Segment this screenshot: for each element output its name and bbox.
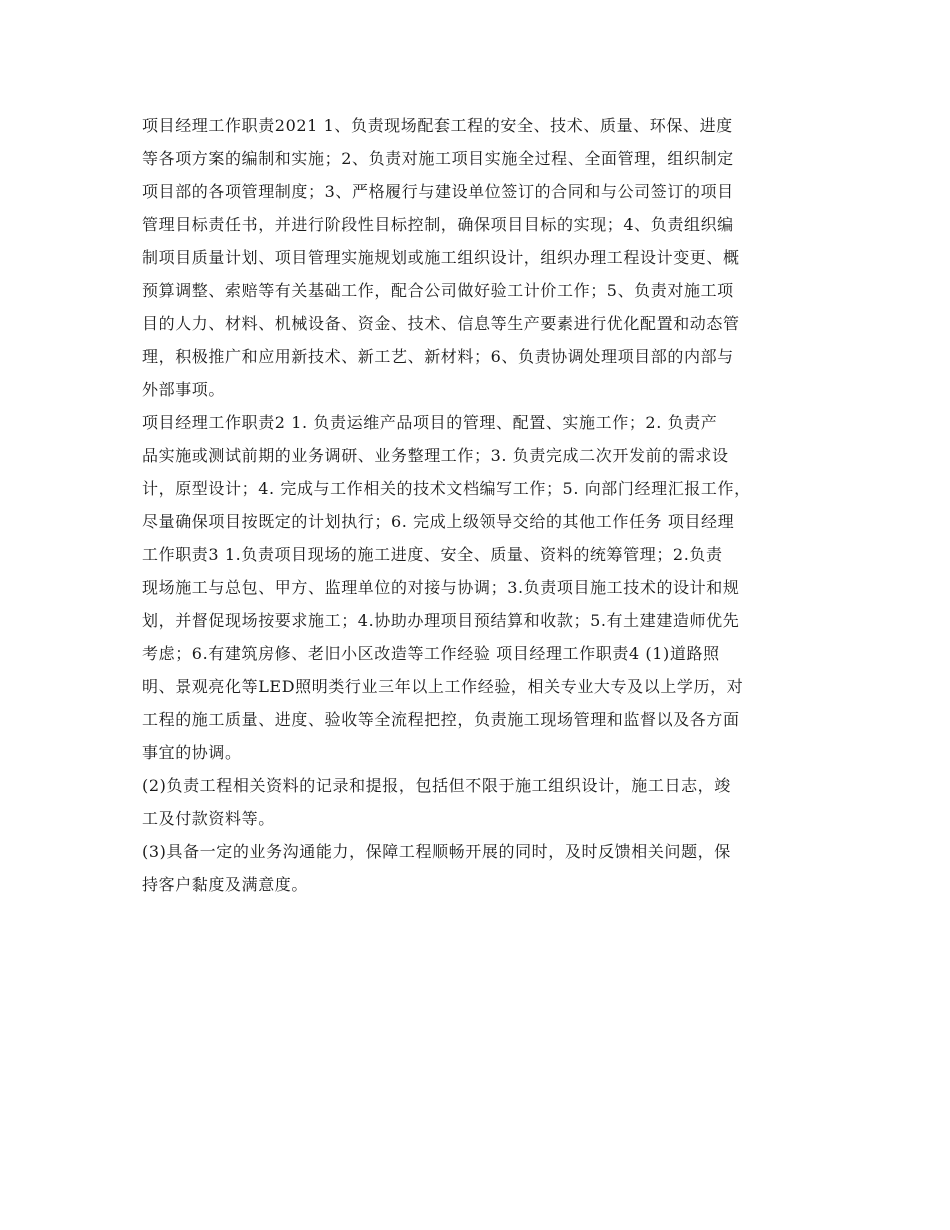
- text-line: 项目经理工作职责2021 1、负责现场配套工程的安全、技术、质量、环保、进度: [142, 116, 733, 135]
- text-line: 划，并督促现场按要求施工；4.协助办理项目预结算和收款；5.有土建建造师优先: [142, 611, 740, 630]
- text-line: (3)具备一定的业务沟通能力，保障工程顺畅开展的同时，及时反馈相关问题，保: [142, 842, 731, 861]
- text-line: 品实施或测试前期的业务调研、业务整理工作；3. 负责完成二次开发前的需求设: [142, 446, 729, 465]
- text-line: 考虑；6.有建筑房修、老旧小区改造等工作经验 项目经理工作职责4 (1)道路照: [142, 644, 720, 663]
- document-body: [142, 109, 832, 901]
- text-line: 事宜的协调。: [142, 743, 242, 762]
- text-line: (2)负责工程相关资料的记录和提报，包括但不限于施工组织设计，施工日志，竣: [142, 776, 731, 795]
- text-line: 项目部的各项管理制度；3、严格履行与建设单位签订的合同和与公司签订的项目: [142, 182, 734, 201]
- text-line: 工作职责3 1.负责项目现场的施工进度、安全、质量、资料的统筹管理；2.负责: [142, 545, 723, 564]
- text-line: 尽量确保项目按既定的计划执行；6. 完成上级领导交给的其他工作任务 项目经理: [142, 512, 735, 531]
- text-line: 制项目质量计划、项目管理实施规划或施工组织设计，组织办理工程设计变更、概: [142, 248, 740, 267]
- text-line: 明、景观亮化等LED照明类行业三年以上工作经验，相关专业大专及以上学历，对: [142, 677, 744, 696]
- text-line: 理，积极推广和应用新技术、新工艺、新材料；6、负责协调处理项目部的内部与: [142, 347, 734, 366]
- text-line: 持客户黏度及满意度。: [142, 875, 309, 894]
- text-line: 预算调整、索赔等有关基础工作，配合公司做好验工计价工作；5、负责对施工项: [142, 281, 734, 300]
- text-line: 等各项方案的编制和实施；2、负责对施工项目实施全过程、全面管理，组织制定: [142, 149, 734, 168]
- text-line: 计，原型设计；4. 完成与工作相关的技术文档编写工作；5. 向部门经理汇报工作，: [142, 479, 751, 498]
- text-line: 目的人力、材料、机械设备、资金、技术、信息等生产要素进行优化配置和动态管: [142, 314, 740, 333]
- text-line: 项目经理工作职责2 1. 负责运维产品项目的管理、配置、实施工作；2. 负责产: [142, 413, 718, 432]
- text-line: 外部事项。: [142, 380, 226, 399]
- text-line: 管理目标责任书，并进行阶段性目标控制，确保项目目标的实现；4、负责组织编: [142, 215, 734, 234]
- text-line: 工及付款资料等。: [142, 809, 275, 828]
- text-line: 现场施工与总包、甲方、监理单位的对接与协调；3.负责项目施工技术的设计和规: [142, 578, 740, 597]
- text-line: 工程的施工质量、进度、验收等全流程把控，负责施工现场管理和监督以及各方面: [142, 710, 740, 729]
